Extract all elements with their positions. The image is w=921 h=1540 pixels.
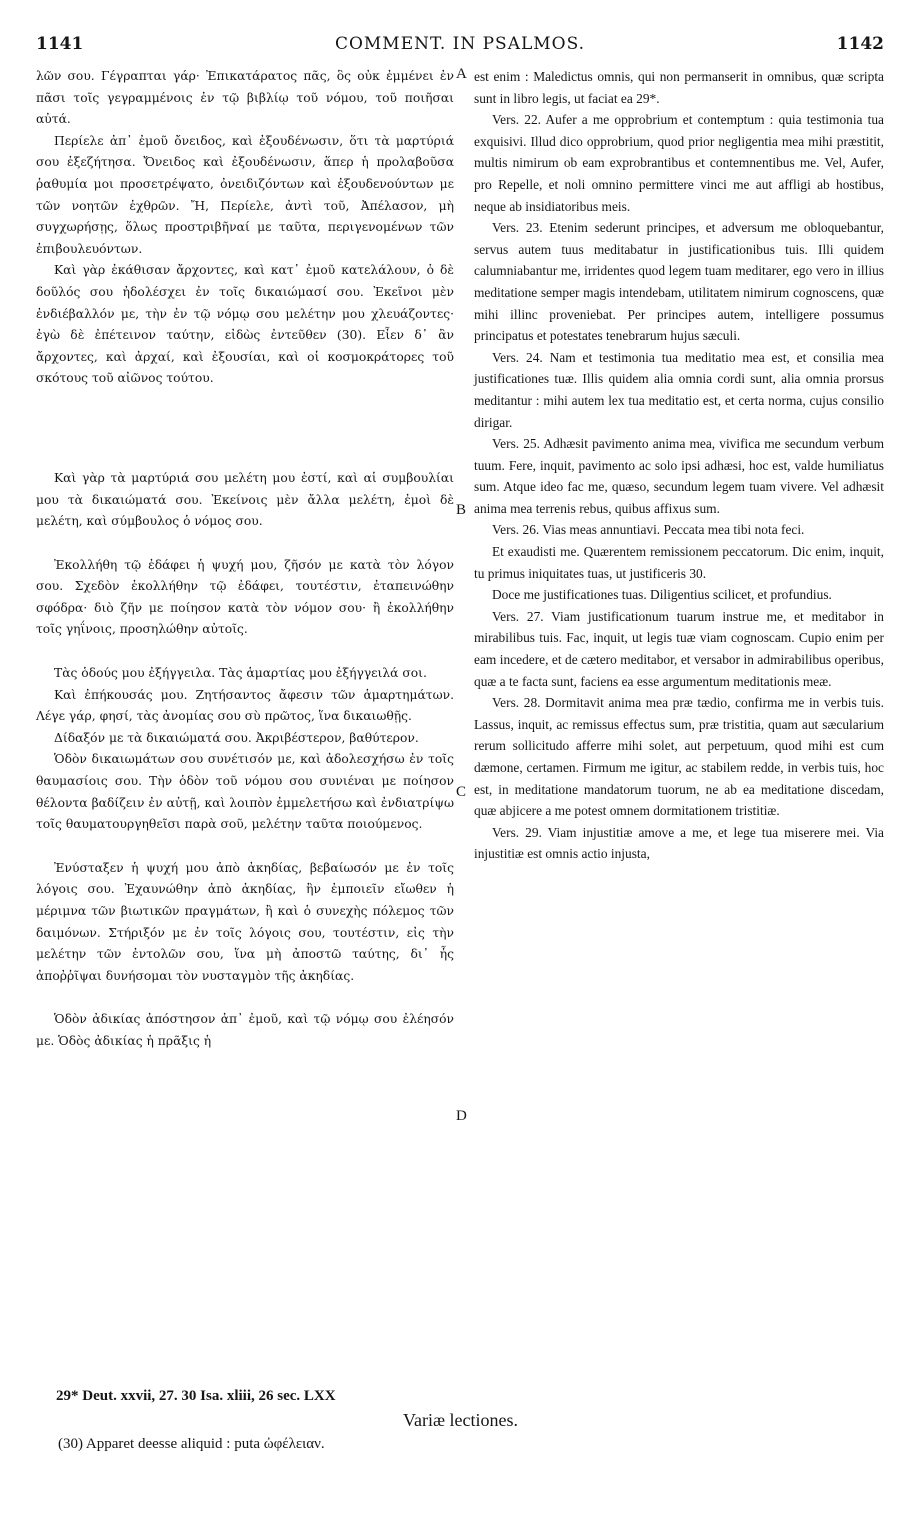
variae-lectiones-title: Variæ lectiones. [403,1410,518,1430]
margin-letter-b: B [456,502,467,518]
latin-block [474,66,884,865]
latin-paragraph: Et exaudisti me. Quærentem remissionem peccatorum. Dic enim, inquit, tu primus iniquitates tuas, ut justificeris 30. [474,544,884,581]
margin-letter-c: C [456,784,467,800]
greek-paragraph: Ἐνύσταξεν ἡ ψυχή μου ἀπὸ ἀκηδίας, βεβαίωσόν με ἐν τοῖς λόγοις σου. Ἐχαυνώθην ἀπὸ ἀκηδίας, ἣν ἐμποιεῖν εἴωθεν ἡ μέριμνα τῶν βιωτικῶν πραγμάτων, ἢ καὶ ὁ συνεχὴς πόλεμος τῶν δαιμόνων. Στήριξόν με ἐν τοῖς λόγοις σου, τουτέστιν, εἰς τὴν μελέτην τῶν ἐντολῶν σου, ἵνα μὴ ἀποστῶ ταύτης, δι᾽ ἧς ἀποῤῥῖψαι δυνήσομαι τὸν νυσταγμὸν τῆς ἀκηδίας. [36,860,454,983]
greek-paragraph: Ὁδὸν ἀδικίας ἀπόστησον ἀπ᾽ ἐμοῦ, καὶ τῷ νόμῳ σου ἐλέησόν με. Ὁδὸς ἀδικίας ἡ πρᾶξις ἡ [36,1012,454,1048]
latin-paragraph: Vers. 28. Dormitavit anima mea præ tædio, confirma me in verbis tuis. Lassus, inquit, ac remissus effectus sum, præ tristitia, quam aut sæcularium rerum sollicitudo afferre mihi solet, aut perpetuum, quod mihi est cum dæmone, certamen. Firmum me igitur, ac stabilem redde, in verbis tuis, hoc est, in meditatione mandatorum tuorum, ne ab ea meditatione discedam, quæ abjicere a me potest omnem dormitationem tristitiæ. [474,695,884,819]
greek-block-4 [36,663,454,836]
greek-paragraph: Καὶ γὰρ ἐκάθισαν ἄρχοντες, καὶ κατ᾽ ἐμοῦ κατελάλουν, ὁ δὲ δοῦλός σου ἠδολέσχει ἐν τοῖς δικαιώμασί σου. Ἐκεῖνοι μὲν ἐνδιέβαλλόν με, τὴν ἐν τῷ νόμῳ σου μελέτην μου χλευάζοντες· ἐγὼ δὲ ἐπέτεινον ταύτην, εἰδὼς ἐντεῦθεν (30). Εἶεν δ᾽ ἂν ἄρχοντες, καὶ ἀρχαί, καὶ ἐξουσίαι, καὶ οἱ κοσμοκράτορες τοῦ σκότους τοῦ αἰῶνος τούτου. [36,263,454,386]
greek-paragraph: Καὶ γὰρ τὰ μαρτύριά σου μελέτη μου ἐστί, καὶ αἱ συμβουλίαι μου τὰ δικαιώματά σου. Ἐκείνοις μὲν ἄλλα μελέτη, ἐμοὶ δὲ μελέτη, καὶ σύμβουλος ὁ νόμος σου. [36,470,454,529]
page-number-right: 1142 [836,34,884,54]
latin-paragraph: Vers. 23. Etenim sederunt principes, et adversum me obloquebantur, servus autem tuus meditabatur in justificationibus tuis. Illi quidem calumniabantur me, irridentes quod legem tuam meditarer, ego vero in illius meditatione semper magis intendebam, utilitatem nimirum cognoscens, quæ mihi illinc proveniebat. Per principes autem, intelligere possumus principatus et potestates tenebrarum hujus sæculi. [474,220,884,344]
page-number-left: 1141 [36,34,84,54]
greek-paragraph: Περίελε ἀπ᾽ ἐμοῦ ὄνειδος, καὶ ἐξουδένωσιν, ὅτι τὰ μαρτύριά σου ἐξεζήτησα. Ὄνειδος καὶ ἐξουδένωσιν, ἅπερ ἡ προλαβοῦσα ῥαθυμία μοι προσετρέψατο, ὀνειδιζόντων καὶ ἐξουδενούντων με τῶν νοητῶν ἐχθρῶν. Ἤ, Περίελε, ἀντὶ τοῦ, Ἀπέλασον, μὴ συγχωρήσῃς, ὅλως προστριβῆναί με ταῦτα, περιγενομένων τῶν ἐπιβουλευόντων. [36,133,454,256]
greek-block-3 [36,555,454,641]
greek-block-6 [36,1009,454,1052]
greek-paragraph: Τὰς ὁδούς μου ἐξήγγειλα. Τὰς ἁμαρτίας μου ἐξήγγειλά σοι. [54,666,427,681]
latin-paragraph: Vers. 24. Nam et testimonia tua meditatio mea est, et consilia mea justificationes tuæ. Illis quidem alia omnia cordi sunt, alia omnia prorsus meditantur : mihi autem lex tua meditatio est, et certa norma, cujus consilio dirigar. [474,349,884,430]
margin-letter-d: D [456,1108,467,1124]
greek-paragraph: Ἐκολλήθη τῷ ἐδάφει ἡ ψυχή μου, ζῆσόν με κατὰ τὸν λόγον σου. Σχεδὸν ἐκολλήθην τῷ ἐδάφει, τουτέστιν, ἐταπεινώθην σφόδρα· διὸ ζῆν με ποίησον κατὰ τὸν νόμον σου· ἢ ἐκολλήθην τοῖς γηΐνοις, προσηλώθην αὐτοῖς. [36,557,454,637]
greek-column [36,66,454,1053]
latin-paragraph: Vers. 26. Vias meas annuntiavi. Peccata mea tibi nota feci. [492,522,805,538]
page-header [36,34,884,60]
latin-paragraph: est enim : Maledictus omnis, qui non permanserit in omnibus, quæ scripta sunt in libro legis, ut faciat ea 29*. [474,69,884,106]
greek-paragraph: Ὁδὸν δικαιωμάτων σου συνέτισόν με, καὶ ἀδολεσχήσω ἐν τοῖς θαυμασίοις σου. Τὴν ὁδὸν τοῦ νόμου σου συνιέναι με ποίησον θέλοντα βαδίζειν ἐν αὐτῇ, καὶ λοιπὸν ἐμμελετήσω καὶ ἐνδιατρίψω τοῖς θαυματουργηθεῖσι παρὰ σοῦ, μελέτην ταῦτα ποιούμενος. [36,752,454,832]
running-title: COMMENT. IN PSALMOS. [334,34,586,54]
margin-letter-a: A [456,66,467,82]
latin-paragraph: Vers. 29. Viam injustitiæ amove a me, et lege tua miserere mei. Via injustitiæ est omnis actio injusta, [474,824,884,862]
latin-paragraph: Vers. 25. Adhæsit pavimento anima mea, vivifica me secundum verbum tuum. Fere, inquit, pavimento ac solo ipsi adhæsi, hoc est, valde humiliatus sum. Atque ideo fac me, quæso, secundum legem tuam vivere. Vel adhæsit anima mea terrenis rebus, quibus affixus sum. [474,436,884,516]
latin-paragraph: Doce me justificationes tuas. Diligentius scilicet, et profundius. [492,587,832,603]
greek-paragraph: Καὶ ἐπήκουσάς μου. Ζητήσαντος ἄφεσιν τῶν ἁμαρτημάτων. Λέγε γάρ, φησί, τὰς ἀνομίας σου σὺ πρῶτος, ἵνα δικαιωθῇς. [36,687,454,724]
latin-paragraph: Vers. 27. Viam justificationum tuarum instrue me, et meditabor in mirabilibus tuis. Fac, inquit, ut legis tuæ viam cognoscam. Cupio enim per eam incedere, et de cætero meditabor, et versabor in admirabilibus operibus, quæ a te facta sunt, faciens ea esse argumentum meditationis meæ. [474,608,884,689]
variae-lectiones-note: (30) Apparet deesse aliquid : puta ὠφέλειαν. [58,1436,325,1452]
footnotes: 29* Deut. xxvii, 27. 30 Isa. xliii, 26 sec. LXX [56,1388,336,1404]
greek-paragraph: Δίδαξόν με τὰ δικαιώματά σου. Ἀκριβέστερον, βαθύτερον. [54,730,419,745]
greek-block-5 [36,858,454,988]
latin-column [474,66,884,865]
greek-paragraph: λῶν σου. Γέγραπται γάρ· Ἐπικατάρατος πᾶς, ὃς οὐκ ἐμμένει ἐν πᾶσι τοῖς γεγραμμένοις ἐν τῷ βιβλίῳ τοῦ νόμου, τοῦ ποιῆσαι αὐτά. [36,69,454,127]
latin-paragraph: Vers. 22. Aufer a me opprobrium et contemptum : quia testimonia tua exquisivi. Illud dico opprobrium, quod prior negligentia mea mihi præstitit, multis nimirum ob eam exprobrantibus et contemnentibus me. Vel, Aufer, pro Repelle, et noli omnino permittere vinci me aut affligi ab hostibus, neque ab insidiatoribus meis. [474,112,884,214]
greek-block-1 [36,66,454,390]
greek-block-2 [36,468,454,533]
